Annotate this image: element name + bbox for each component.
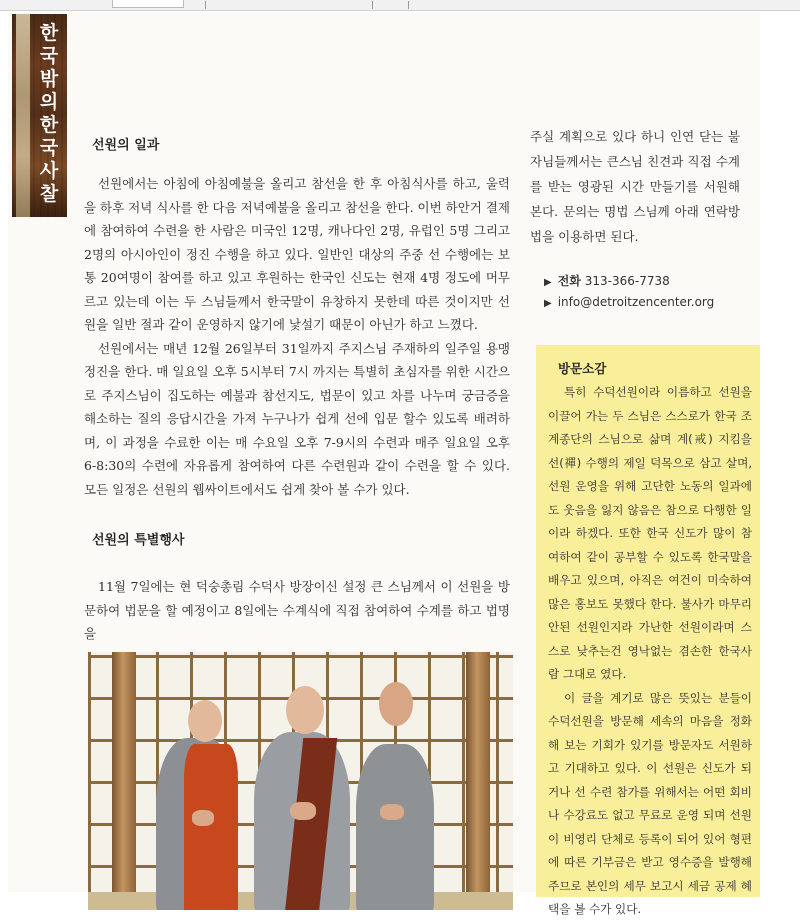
section-heading-events: 선원의 특별행사 — [92, 533, 185, 548]
paragraph: 11월 7일에는 현 덕숭총림 수덕사 방장이신 설정 큰 스님께서 이 선원을 방문하여 법문을 할 예정이고 8일에는 수계식에 직접 참여하여 수계를 하고 법명을 — [84, 579, 510, 641]
phone-number[interactable]: 313-366-7738 — [584, 274, 670, 288]
section-heading-daily: 선원의 일과 — [92, 138, 160, 153]
section-body-daily — [84, 172, 510, 501]
paragraph: 특히 수덕선원이라 이름하고 선원을 이끌어 가는 두 스님은 스스로가 한국 조계종단의 스님으로 삶며 계(戒) 지킴을 선(禪) 수행의 제일 덕목으로 삼고 살며, 선원 운영을 위해 고단한 노동의 일과에도 웃음을 잃지 않음은 참으로 다행한 일 이라 하겠다. 또한 한국 신도가 많이 참여하여 같이 공부할 수 있도록 한국말을 배우고 있으며, 아직은 여건이 미숙하여 많은 홍보도 못했다 한다. 불사가 마무리 안된 선원인지라 가난한 선원이라며 스스로 낮추는건 영낙없는 겸손한 한국사람 그대로 였다. — [548, 385, 752, 681]
contact-phone — [544, 272, 670, 289]
banner-title: 한국 밖의 한국사찰 — [39, 22, 59, 205]
monk-head — [379, 682, 413, 726]
toolbar-separator — [408, 1, 409, 9]
banner-wood-strip — [16, 14, 30, 217]
sidebox-title: 방문소감 — [558, 361, 607, 376]
paragraph: 선원에서는 아침에 아침예불을 올리고 참선을 한 후 아침식사를 하고, 울력을 하후 저녁 식사를 한 다음 저녁예불을 올리고 참선을 한다. 이번 하안거 결제에 참여하여 수련을 한 사람은 미국인 12명, 캐나다인 2명, 유럽인 5명 그리고 2명의 아시아인이 정진 수행을 하고 있다. 일반인 대상의 주중 선 수행에는 보통 20여명이 참여를 하고 있고 후원하는 한국인 신도는 현재 4명 정도에 머무르고 있는데 이는 두 스님들께서 한국말이 유창하지 못한데 따른 것이지만 선원을 일반 절과 같이 운영하지 않기에 낯설기 때문이 아닌가 하고 느꼈다. — [84, 176, 510, 332]
toolbar-separator — [205, 1, 206, 9]
visit-impressions-box — [536, 345, 760, 916]
toolbar-page-field[interactable] — [112, 0, 184, 8]
triangle-right-icon: ▶ — [544, 277, 552, 288]
monk-head — [188, 700, 222, 742]
magazine-page — [8, 12, 760, 916]
wood-post — [112, 652, 136, 910]
toolbar-separator — [372, 1, 373, 9]
right-column-text — [530, 124, 740, 249]
email-link[interactable]: info@detroitzencenter.org — [557, 295, 715, 309]
triangle-right-icon: ▶ — [544, 298, 552, 309]
paragraph: 이 글을 계기로 많은 뜻있는 분들이 수덕선원을 방문해 세속의 마음을 정화해 보는 기회가 있기를 방문자도 서원하고 기대하고 있다. 이 선원은 신도가 되거나 선 수련 참가를 위해서는 어떤 회비나 수강료도 없고 무료로 운영 되며 선원이 비영리 단체로 등록이 되어 있어 형편에 따른 기부금은 받고 영수증을 발행해 주므로 본인의 세무 보고시 세금 공제 혜택을 볼 수가 있다. — [548, 690, 752, 916]
monk-hands — [192, 810, 214, 826]
monks-photo — [88, 652, 513, 910]
monk-head — [286, 686, 324, 734]
orange-kasaya — [184, 744, 238, 910]
paragraph: 주실 계획으로 있다 하니 인연 닫는 불자님들께서는 큰스님 친견과 직접 수계를 받는 영광된 시간 만들기를 서원해 본다. 문의는 명법 스님께 아래 연락방법을 이용하면 된다. — [530, 129, 740, 244]
monk-hands — [290, 802, 316, 820]
contact-email — [544, 295, 714, 309]
phone-label: 전화 — [557, 274, 581, 288]
sidebox-body — [548, 381, 752, 922]
monk-hands — [380, 804, 404, 820]
viewer-toolbar — [0, 0, 800, 11]
paragraph: 선원에서는 매년 12월 26일부터 31일까지 주지스님 주재하의 일주일 용맹정진을 한다. 매 일요일 오후 5시부터 7시 까지는 특별히 초심자를 위한 시간으로 주지스님이 집도하는 예불과 참선지도, 법문이 있고 차를 나누며 궁금증을 해소하는 질의 응답시간을 가져 누구나가 쉽게 선에 입문 할수 있도록 배려하며, 이 과정을 수료한 이는 매 수요일 오후 7-9시의 수련과 매주 일요일 오후 6-8:30의 수련에 자유롭게 참여하여 다른 수련원과 같이 수련을 할 수 있다. 모든 일정은 선원의 웹싸이트에서도 쉽게 찾아 볼 수가 있다. — [84, 340, 510, 497]
section-banner — [12, 14, 67, 217]
wood-post — [466, 652, 490, 910]
monk-robe — [356, 744, 434, 910]
section-body-events — [84, 575, 510, 646]
